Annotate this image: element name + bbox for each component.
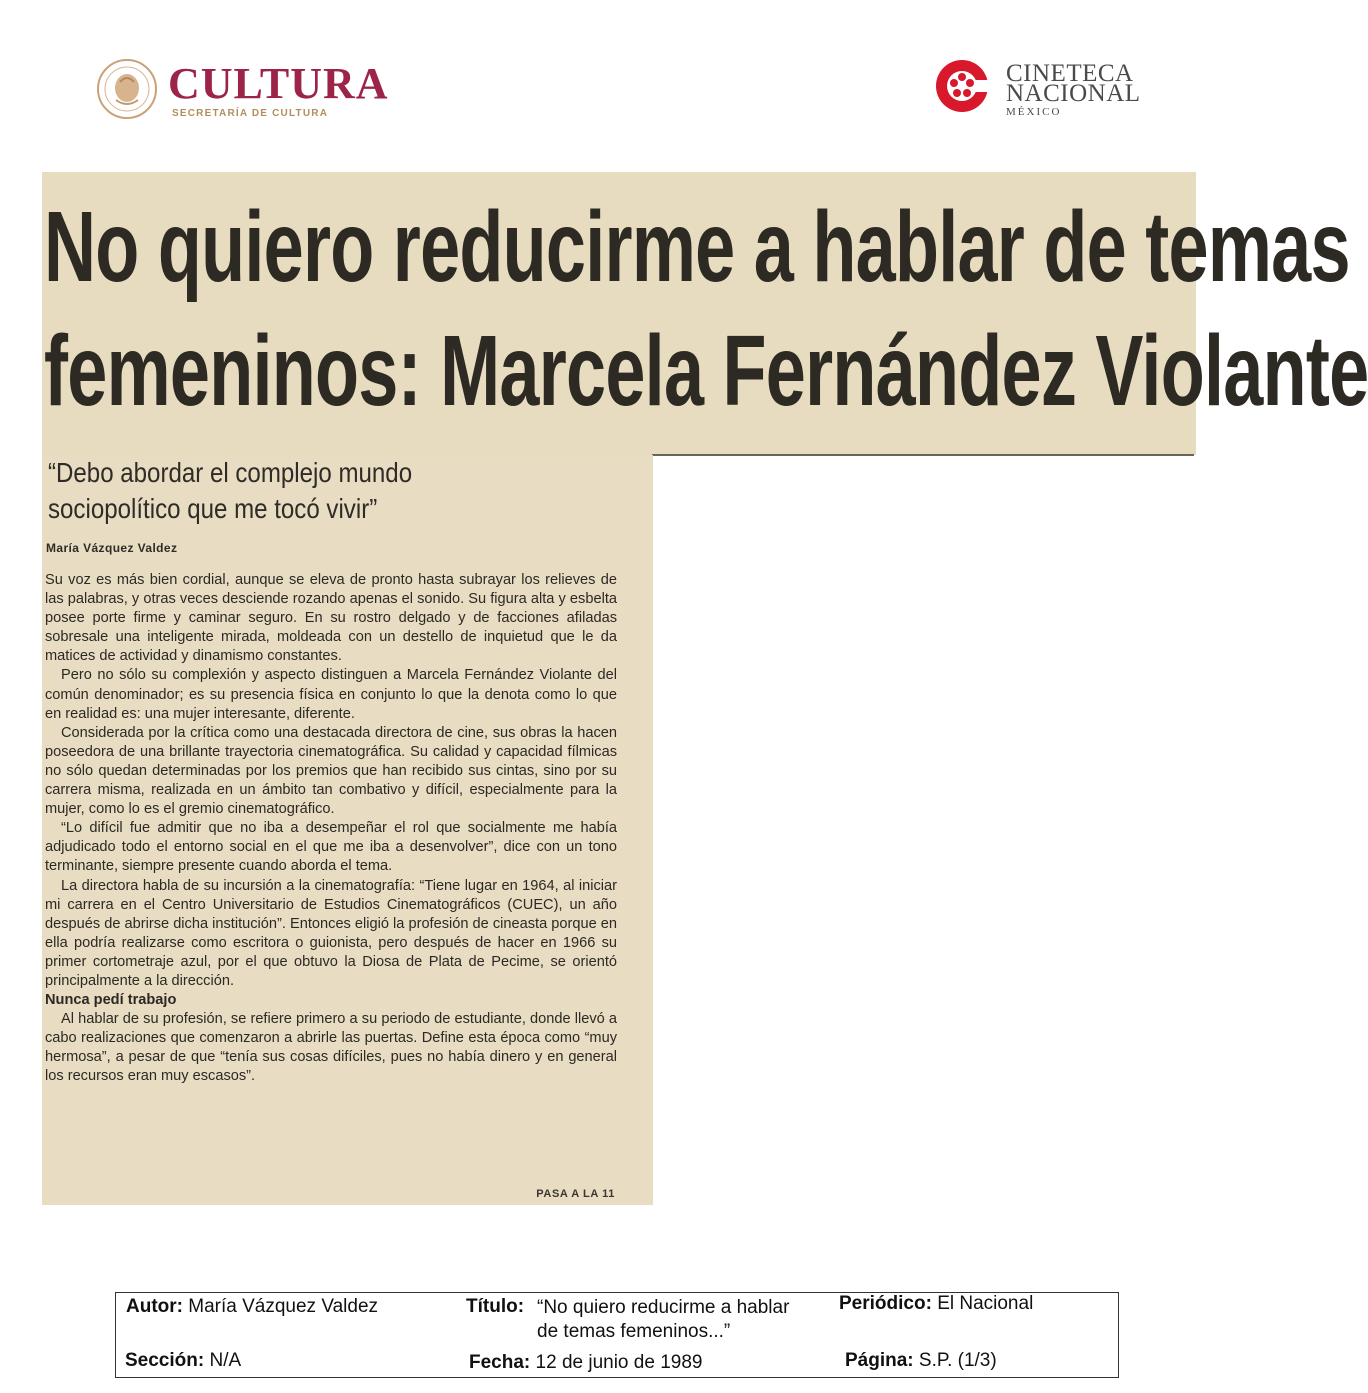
article-paragraph: Pero no sólo su complexión y aspecto distinguen a Marcela Fernández Violante del común denominador; es su presencia física en conjunto lo que la denota como lo que en realidad es: una mujer interesante, diferente.: [45, 667, 617, 722]
article-paragraph: La directora habla de su incursión a la cinematografía: “Tiene lugar en 1964, al iniciar mi carrera en el Centro Universitario de Estudios Cinematográficos (CUEC), un año después de abrirse dicha institución”. Entonces eligió la profesión de cineasta porque en ella podría realizarse como escritora o guionista, pero después de hacer en 1966 su primer cortometraje azul, por el que obtuvo la Diosa de Plata de Pecime, se orientó principalmente a la dirección.: [45, 877, 617, 989]
cultura-wordmark: CULTURA: [168, 59, 389, 108]
page-field: [845, 1350, 997, 1372]
mexican-seal-icon: [96, 56, 158, 122]
title-label: Título:: [466, 1296, 525, 1317]
article-paragraph: Considerada por la crítica como una destacada directora de cine, sus obras la hacen poseedora de una brillante trayectoria cinematográfica. Su calidad y capacidad fílmicas no sólo quedan determinadas por los premios que han recibido sus cintas, sino por su carrera misma, realizada en un ámbito tan combativo y difícil, especialmente para la mujer, como lo es el gremio cinematográfico.: [45, 724, 617, 818]
section-field: [125, 1350, 241, 1372]
metadata-table: [115, 1292, 1119, 1378]
cultura-logo: [96, 56, 416, 128]
divider-rule: [652, 454, 1194, 456]
article-paragraph: Al hablar de su profesión, se refiere primero a su periodo de estudiante, donde llevó a cabo realizaciones que comenzaron a abrirle las puertas. Define esta época como “muy hermosa”, a pesar de que “tenía sus cosas difíciles, pues no había dinero y en general los recursos eran muy escasos”.: [45, 1011, 617, 1085]
cultura-subtitle: SECRETARÍA DE CULTURA: [172, 108, 329, 119]
cineteca-wordmark-line1: CINETECA: [1006, 60, 1134, 87]
title-value-line-2: de temas femeninos...”: [537, 1321, 731, 1342]
section-value: N/A: [209, 1350, 242, 1371]
date-value: 12 de junio de 1989: [535, 1352, 703, 1373]
headline-line-1: No quiero reducirme a hablar de temas: [44, 191, 1350, 303]
film-reel-icon: [934, 58, 990, 114]
page-label: Página:: [845, 1350, 914, 1371]
cineteca-logo: [934, 56, 1154, 120]
section-label: Sección:: [125, 1350, 205, 1371]
article-subheading: [48, 455, 530, 527]
title-value-line-1: “No quiero reducirme a hablar: [537, 1297, 790, 1318]
date-label: Fecha:: [469, 1352, 531, 1373]
date-field: [469, 1352, 702, 1374]
cineteca-wordmark-line3: MÉXICO: [1006, 106, 1062, 118]
author-value: María Vázquez Valdez: [188, 1296, 379, 1317]
clipping-headline-area: [42, 172, 1368, 455]
article-text: [45, 571, 617, 1087]
article-paragraph: Su voz es más bien cordial, aunque se eleva de pronto hasta subrayar los relieves de las palabras, y otras veces desciende rozando apenas el sonido. Su figura alta y esbelta posee porte firme y caminar seguro. En su rostro delgado y de facciones afiladas sobresale una inteligente mirada, moldeada con un destello de inquietud que le da matices de actividad y dinamismo constantes.: [45, 572, 617, 665]
newspaper-field: [839, 1293, 1033, 1315]
title-value: [537, 1296, 789, 1344]
newspaper-value: El Nacional: [937, 1293, 1034, 1314]
article-section-heading: Nunca pedí trabajo: [45, 992, 177, 1009]
continuation-note: PASA A LA 11: [536, 1188, 615, 1200]
article-byline: María Vázquez Valdez: [46, 541, 178, 555]
subheading-line-2: sociopolítico que me tocó vivir”: [48, 493, 378, 524]
newspaper-label: Periódico:: [839, 1293, 932, 1314]
cineteca-wordmark-line2: NACIONAL: [1006, 80, 1141, 107]
author-label: Autor:: [126, 1296, 183, 1317]
clipping-body-column: [42, 455, 653, 1205]
article-paragraph: “Lo difícil fue admitir que no iba a desempeñar el rol que socialmente me había adjudicado todo el entorno social en el que me iba a desenvolver”, dice con un tono terminante, siempre presente cuando aborda el tema.: [45, 820, 617, 875]
headline-line-2: femeninos: Marcela Fernández Violante: [44, 315, 1368, 427]
author-field: [126, 1296, 378, 1318]
page-value: S.P. (1/3): [918, 1350, 997, 1371]
subheading-line-1: “Debo abordar el complejo mundo: [48, 457, 413, 488]
